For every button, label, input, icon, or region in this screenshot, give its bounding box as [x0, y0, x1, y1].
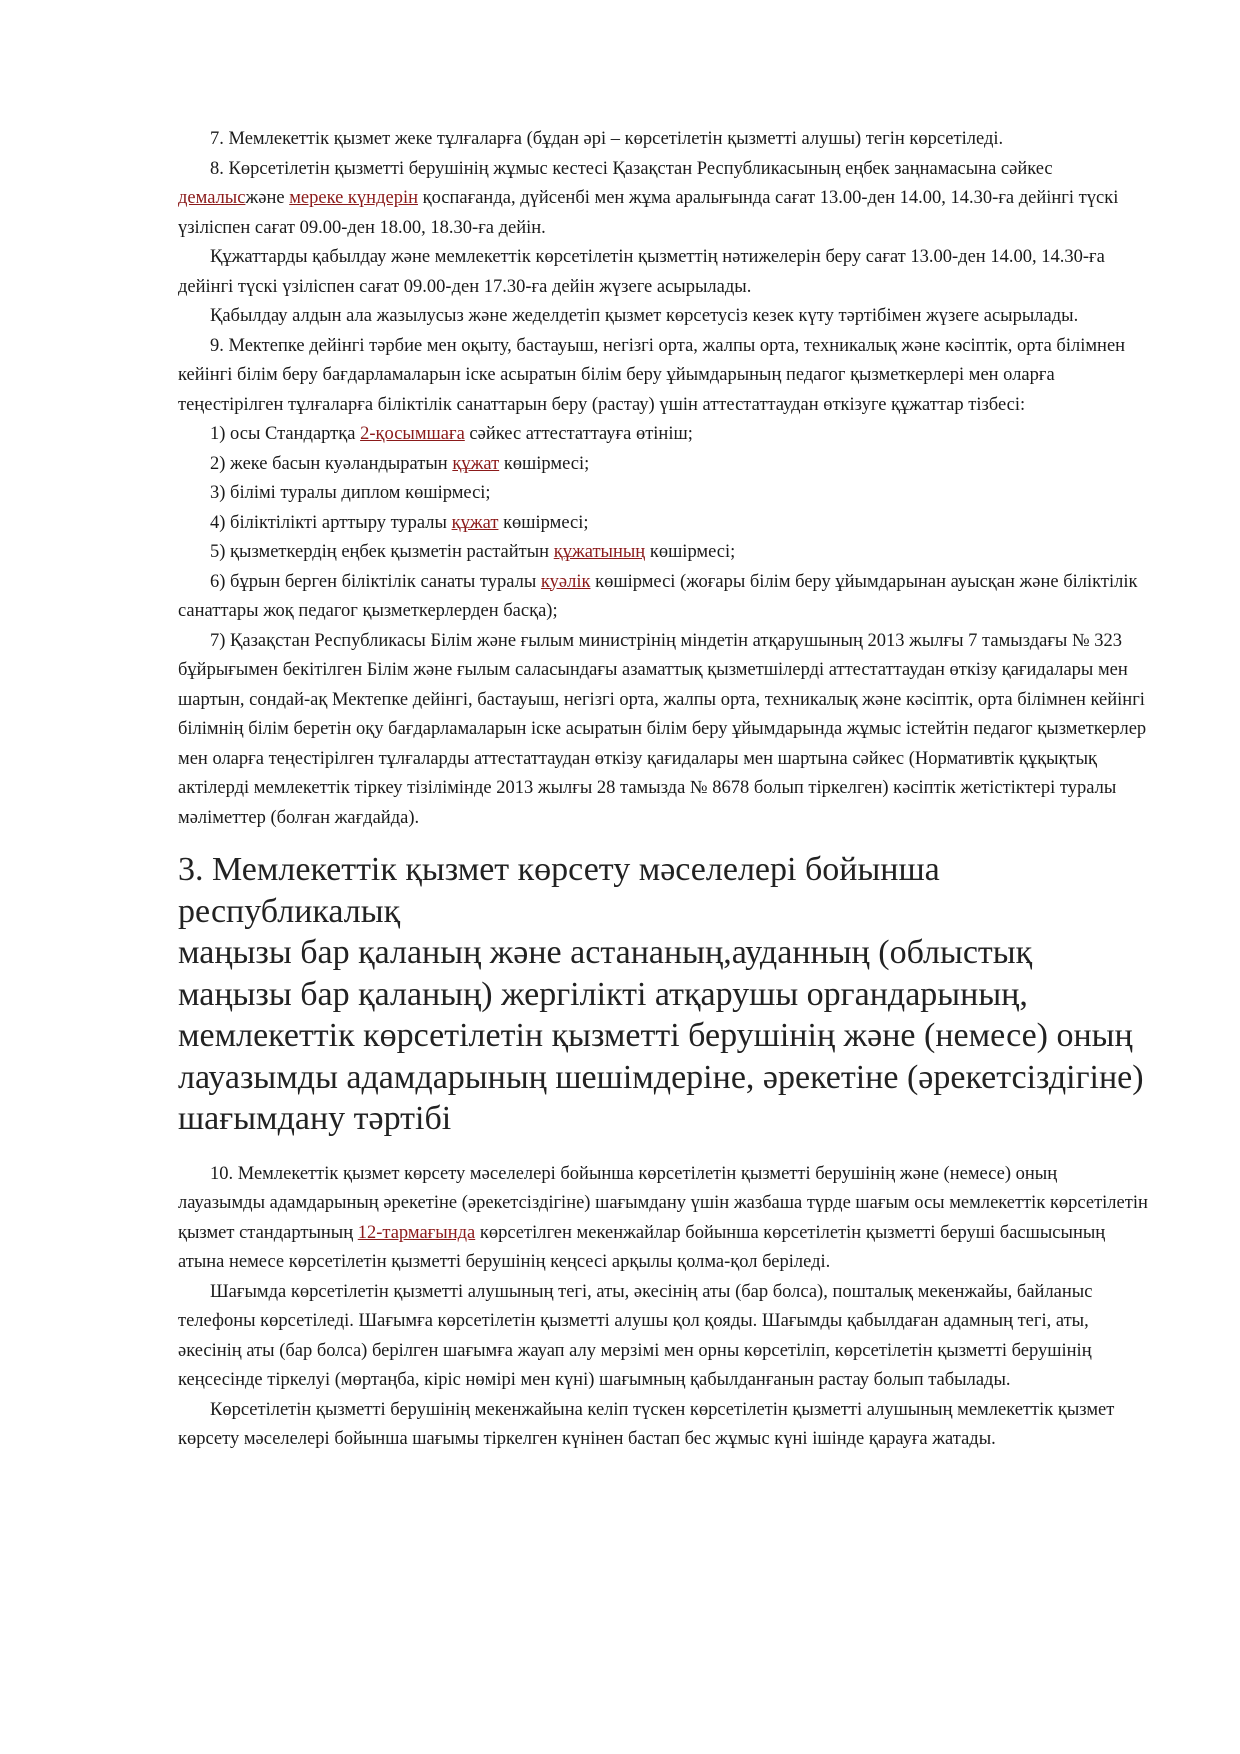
link-appendix-2[interactable]: 2-қосымшаға [360, 424, 465, 444]
link-employment-document[interactable]: құжатының [553, 542, 646, 562]
paragraph-documents-hours: Құжаттарды қабылдау және мемлекеттік көрсетілетін қызметтің нәтижелерін беру сағат 13.00-ден 14.00, 14.30-ға дейінгі түскі үзіліспен сағат 09.00-ден 17.30-ға дейін жүзеге асырылады. [178, 247, 1105, 297]
paragraph-8 [178, 155, 1148, 244]
paragraph-10-text-end: көрсетілген мекенжайлар бойынша көрсетілетін қызметті беруші басшысының атына немесе көрсетілетін қызметті берушінің кеңсесі арқылы қолма-қол беріледі. [178, 1222, 1106, 1272]
paragraph-8-text-and: және [245, 188, 290, 208]
paragraph-complaint-details: Шағымда көрсетілетін қызметті алушының тегі, аты, әкесінің аты (бар болса), пошталық мекенжайы, байланыс телефоны көрсетіледі. Шағымға көрсетілетін қызметті алушы қол қояды. Шағымды қабылдаған адамның тегі, аты, әкесінің аты (бар болса) берілген шағымға жауап алу мерзімі мен орны көрсетіліп, көрсетілетін қызметті берушінің кеңсесінде тіркелуі (мөртаңба, кіріс нөмірі мен күні) шағымның қабылданғанын растау болып табылады. [178, 1281, 1093, 1390]
paragraph-9: 9. Мектепке дейінгі тәрбие мен оқыту, бастауыш, негізгі орта, жалпы орта, техникалық және кәсіптік, орта білімнен кейінгі білім беру бағдарламаларын іске асыратын білім беру ұйымдарының педагог қызметкерлері мен оларға теңестірілген тұлғаларға біліктілік санаттарын беру (растау) үшін аттестаттаудан өткізуге құжаттар тізбесі: [178, 335, 1126, 415]
paragraph-10-text: 10. Мемлекеттік қызмет көрсету мәселелері бойынша көрсетілетін қызметті берушінің және (немесе) оның лауазымды адамдарының әрекетіне (әрекетсіздігіне) шағымдану үшін жазбаша түрде шағым осы мемлекеттік көрсетілетін қызмет стандартының [178, 1163, 1148, 1243]
list-item-5-text: 5) қызметкердің еңбек қызметін растайтын [210, 542, 554, 562]
paragraph-8-text-start: 8. Көрсетілетін қызметті берушінің жұмыс кестесі Қазақстан Республикасының еңбек заңнамасына сәйкес [210, 158, 1053, 179]
list-item-1 [178, 420, 1148, 450]
section-3-heading-line-1: 3. Мемлекеттік қызмет көрсету мәселелері бойынша республикалық [178, 851, 940, 930]
paragraph-8-text-end: қоспағанда, дүйсенбі мен жұма аралығында сағат 13.00-ден 14.00, 14.30-ға дейінгі түскі үзіліспен сағат 09.00-ден 18.00, 18.30-ға дейін. [178, 188, 1119, 238]
paragraph-10 [178, 1160, 1148, 1278]
list-item-7: 7) Қазақстан Республикасы Білім және ғылым министрінің міндетін атқарушының 2013 жылғы 7 тамыздағы № 323 бұйрығымен бекітілген Білім және ғылым саласындағы азаматтық қызметшілерді аттестаттаудан өткізу қағидалары мен шартын, сондай-ақ Мектепке дейінгі, бастауыш, негізгі орта, жалпы орта, техникалық және кәсіптік, орта білімнен кейінгі білімнің білім беретін оқу бағдарламаларын іске асыратын білім беру ұйымдарында жұмыс істейтін педагог қызметкерлер мен оларға теңестірілген тұлғаларды аттестаттаудан өткізу қағидалары мен шартына сәйкес (Нормативтік құқықтық актілерді мемлекеттік тіркеу тізілімінде 2013 жылғы 28 тамызда № 8678 болып тіркелген) кәсіптік жетістіктері туралы мәліметтер (болған жағдайда). [178, 630, 1147, 828]
list-item-6 [178, 568, 1148, 627]
list-item-4 [178, 509, 1148, 539]
list-item-5-text-end: көшірмесі; [645, 542, 736, 562]
link-holidays[interactable]: мереке күндерін [289, 188, 418, 208]
document-page [178, 125, 1148, 1455]
list-item-1-text-end: сәйкес аттестаттауға өтініш; [464, 424, 693, 444]
paragraph-queue: Қабылдау алдын ала жазылусыз және жеделдетіп қызмет көрсетусіз кезек күту тәртібімен жүзеге асырылады. [210, 306, 1079, 326]
list-item-1-text: 1) осы Стандартқа [210, 424, 361, 444]
list-item-5 [178, 538, 1148, 568]
paragraph-review-period: Көрсетілетін қызметті берушінің мекенжайына келіп түскен көрсетілетін қызметті алушының мемлекеттік қызмет көрсету мәселелері бойынша шағымы тіркелген күнінен бастап бес жұмыс күні ішінде қарауға жатады. [178, 1399, 1115, 1449]
link-training-document[interactable]: құжат [451, 512, 499, 533]
link-certificate[interactable]: куәлік [540, 571, 591, 592]
list-item-2-text: 2) жеке басын куәландыратын [210, 453, 453, 474]
paragraph-7: 7. Мемлекеттік қызмет жеке тұлғаларға (бұдан әрі – көрсетілетін қызметті алушы) тегін көрсетіледі. [210, 129, 1004, 149]
list-item-4-text-end: көшірмесі; [498, 512, 589, 533]
link-rest-days[interactable]: демалыс [178, 188, 246, 208]
list-item-2 [178, 450, 1148, 480]
section-3-heading-line-2: маңызы бар қаланың және астананың,ауданның (облыстық маңызы бар қаланың) жергілікті атқарушы органдарының, мемлекеттік көрсетілетін қызметті берушінің және (немесе) оның лауазымды адамдарының шешімдеріне, әрекетіне (әрекетсіздігіне) шағымдану тәртібі [178, 934, 1144, 1137]
link-clause-12[interactable]: 12-тармағында [357, 1222, 476, 1243]
list-item-6-text: 6) бұрын берген біліктілік санаты туралы [210, 571, 541, 592]
list-item-3: 3) білімі туралы диплом көшірмесі; [210, 483, 491, 503]
list-item-4-text: 4) біліктілікті арттыру туралы [210, 512, 452, 533]
section-3-heading [178, 849, 1148, 1140]
list-item-2-text-end: көшірмесі; [499, 453, 590, 474]
list-item-6-text-end: көшірмесі (жоғары білім беру ұйымдарынан ауысқан және біліктілік санаттары жоқ педагог қызметкерлерден басқа); [178, 571, 1138, 621]
link-identity-document[interactable]: құжат [452, 453, 500, 474]
